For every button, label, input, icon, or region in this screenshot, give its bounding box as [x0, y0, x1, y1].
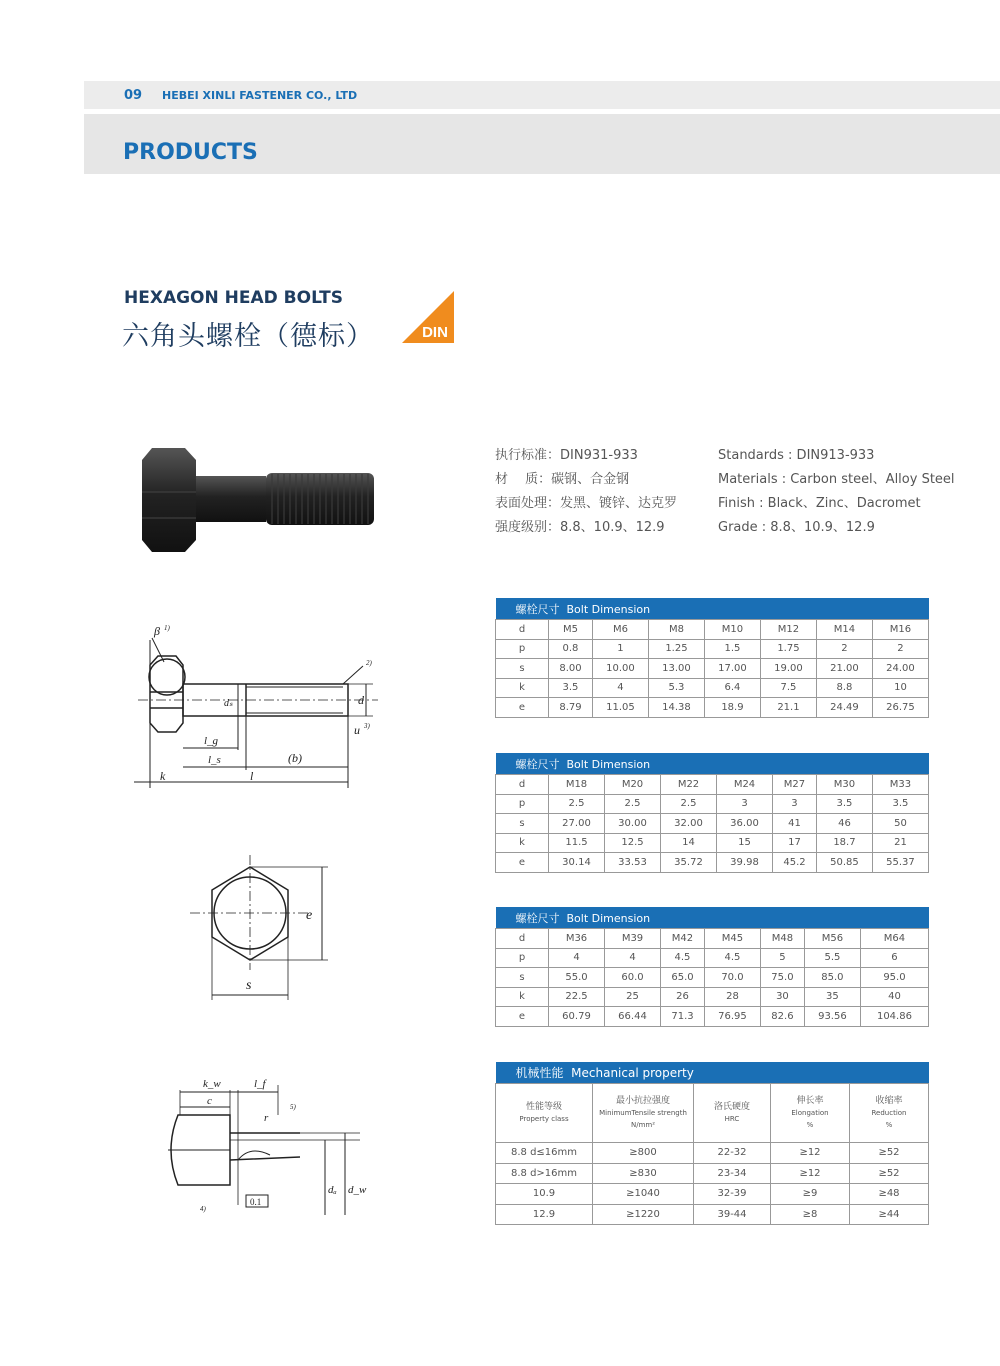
label-e: e — [306, 908, 313, 923]
spec-line: Standards : DIN913-933 — [718, 448, 875, 463]
table-row: 8.8 d>16mm ≥830 23-34 ≥12 ≥52 — [496, 1163, 929, 1184]
label-c: c — [207, 1095, 212, 1107]
company-name: HEBEI XINLI FASTENER CO., LTD — [162, 89, 358, 102]
table-row: k 11.5 12.5 14 15 17 18.7 21 — [496, 833, 929, 853]
label-tolerance: 0.1 — [250, 1197, 262, 1207]
label-k: k — [160, 769, 166, 783]
section-title: PRODUCTS — [123, 140, 258, 165]
bolt-dimension-table-2 — [495, 753, 929, 873]
label-note1: 1) — [164, 624, 170, 632]
table-row: p 2.5 2.5 2.5 3 3 3.5 3.5 — [496, 794, 929, 814]
label-note2: 2) — [366, 659, 372, 667]
table-caption: 机械性能 Mechanical property — [496, 1062, 929, 1084]
spec-line: Materials : Carbon steel、Alloy Steel — [718, 472, 955, 487]
table-row: e 30.14 33.53 35.72 39.98 45.2 50.85 55.37 — [496, 853, 929, 873]
label-note5: 5) — [290, 1103, 296, 1111]
bolt-photo — [130, 440, 380, 560]
table-row: 8.8 d≤16mm ≥800 22-32 ≥12 ≥52 — [496, 1143, 929, 1164]
table-row: d M18 M20 M22 M24 M27 M30 M33 — [496, 775, 929, 795]
product-title-en: HEXAGON HEAD BOLTS — [124, 288, 343, 308]
din-badge-text: DIN — [422, 324, 448, 341]
bolt-dimension-table-3 — [495, 907, 929, 1027]
table-row: s 55.0 60.0 65.0 70.0 75.0 85.0 95.0 — [496, 968, 929, 988]
hex-end-view — [190, 855, 340, 1005]
label-ls: l_s — [208, 754, 221, 766]
specs-cn — [495, 444, 677, 540]
label-ds: dₛ — [224, 698, 233, 709]
label-note4: 4) — [200, 1205, 206, 1213]
page-number: 09 — [124, 88, 143, 103]
bolt-dimension-table-1 — [495, 598, 929, 718]
label-d: d — [358, 693, 364, 707]
label-lg: l_g — [204, 735, 219, 747]
label-note3: 3) — [364, 722, 370, 730]
table-row: e 8.79 11.05 14.38 18.9 21.1 24.49 26.75 — [496, 698, 929, 718]
spec-line: Finish : Black、Zinc、Dacromet — [718, 496, 921, 511]
label-u: u — [354, 723, 360, 737]
spec-line: 执行标准：DIN931-933 — [495, 448, 638, 463]
mechanical-property-table — [495, 1062, 929, 1225]
spec-line: Grade : 8.8、10.9、12.9 — [718, 520, 875, 535]
spec-line: 表面处理：发黑、镀锌、达克罗 — [495, 496, 678, 511]
specs-en — [718, 444, 955, 540]
table-row: d M5 M6 M8 M10 M12 M14 M16 — [496, 620, 929, 640]
table-row: k 22.5 25 26 28 30 35 40 — [496, 987, 929, 1007]
table-row: p 4 4 4.5 4.5 5 5.5 6 — [496, 948, 929, 968]
table-row: e 60.79 66.44 71.3 76.95 82.6 93.56 104.86 — [496, 1007, 929, 1027]
label-r: r — [264, 1112, 269, 1124]
table-row: 12.9 ≥1220 39-44 ≥8 ≥44 — [496, 1204, 929, 1225]
table-caption: 螺栓尺寸 Bolt Dimension — [496, 907, 929, 929]
table-row: d M36 M39 M42 M45 M48 M56 M64 — [496, 929, 929, 949]
table-row: p 0.8 1 1.25 1.5 1.75 2 2 — [496, 639, 929, 659]
table-row: 10.9 ≥1040 32-39 ≥9 ≥48 — [496, 1184, 929, 1205]
label-kw: k_w — [203, 1078, 221, 1090]
table-header-row: 性能等级 Property class 最小抗拉强度 MinimumTensile strength N/mm² 洛氏硬度 HRC 伸长率 Elongation % 收缩率 Reduction % — [496, 1084, 929, 1143]
bolt-side-drawing — [128, 620, 388, 795]
label-l: l — [250, 769, 254, 783]
din-badge — [402, 291, 454, 343]
label-da: dₐ — [328, 1184, 337, 1196]
label-lf: l_f — [254, 1078, 266, 1090]
product-title-cn: 六角头螺栓（德标） — [122, 321, 374, 352]
table-caption: 螺栓尺寸 Bolt Dimension — [496, 753, 929, 775]
label-s: s — [246, 978, 252, 993]
spec-line: 材 质：碳钢、合金钢 — [495, 472, 630, 487]
head-detail-drawing — [160, 1075, 370, 1220]
table-row: s 27.00 30.00 32.00 36.00 41 46 50 — [496, 814, 929, 834]
top-header-bar — [84, 81, 1000, 109]
table-row: s 8.00 10.00 13.00 17.00 19.00 21.00 24.00 — [496, 659, 929, 679]
section-header-bar — [84, 114, 1000, 174]
label-beta: β — [154, 624, 160, 638]
spec-line: 强度级别：8.8、10.9、12.9 — [495, 520, 665, 535]
table-caption: 螺栓尺寸 Bolt Dimension — [496, 598, 929, 620]
table-row: k 3.5 4 5.3 6.4 7.5 8.8 10 — [496, 678, 929, 698]
label-dw: d_w — [348, 1184, 367, 1196]
label-b: (b) — [288, 751, 302, 765]
